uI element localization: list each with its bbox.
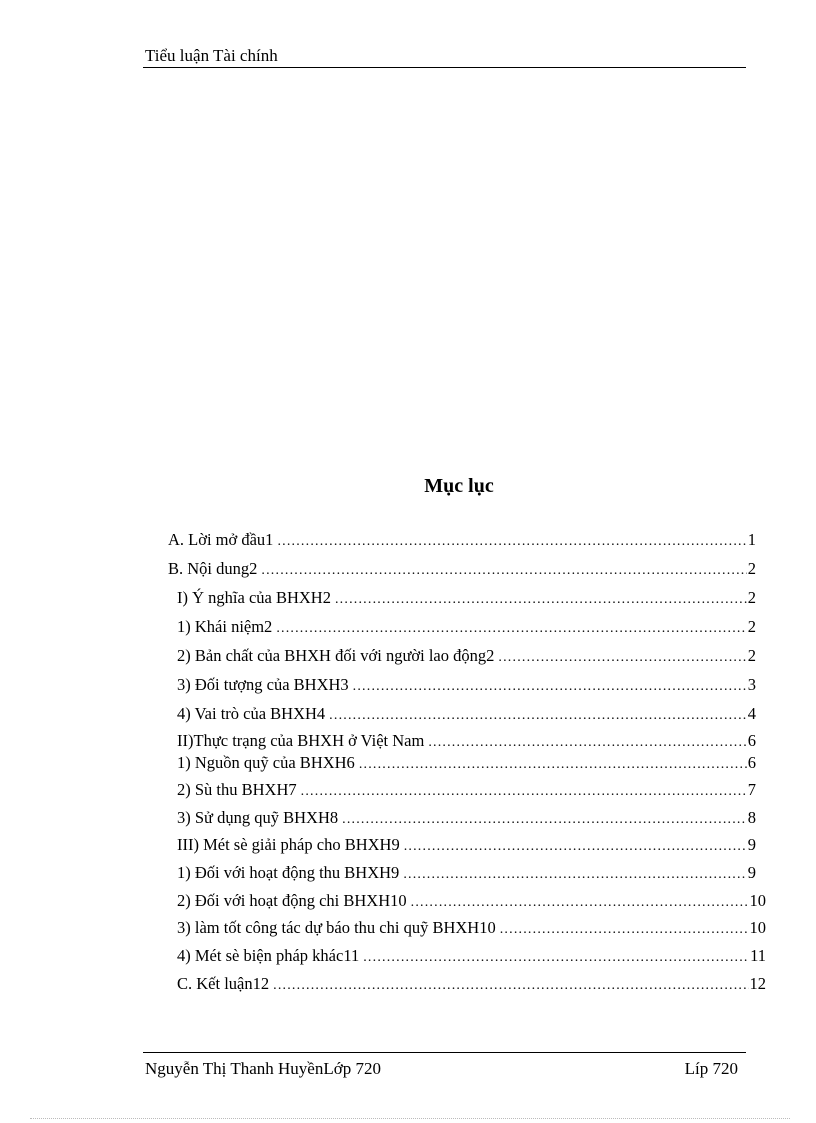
dot-leader	[342, 812, 747, 828]
toc-entry-label: 1) Nguồn quỹ của BHXH6	[177, 753, 355, 772]
toc-entry-1-2[interactable]	[177, 646, 756, 670]
toc-entry-label: III) Mét sè giải pháp cho BHXH9	[177, 835, 400, 854]
dot-leader	[363, 950, 749, 966]
toc-entry-page: 3	[747, 675, 756, 694]
toc-entry-section-1[interactable]	[177, 588, 756, 612]
toc-entry-page: 10	[749, 891, 766, 910]
dot-leader	[261, 563, 746, 579]
toc-entry-1-1[interactable]	[177, 617, 756, 641]
toc-entry-label: 3) Sử dụng quỹ BHXH8	[177, 808, 339, 827]
toc-entry-1-3[interactable]	[177, 675, 756, 699]
toc-entry-page: 10	[749, 918, 766, 937]
toc-entry-page: 2	[747, 588, 756, 607]
dot-leader	[335, 592, 747, 608]
toc-entry-2-3[interactable]	[177, 808, 756, 832]
toc-entry-label: 4) Vai trò của BHXH4	[177, 704, 326, 723]
toc-entry-page: 6	[747, 753, 756, 772]
toc-entry-label: C. Kết luận12	[177, 974, 270, 993]
toc-entry-page: 2	[747, 559, 756, 578]
toc-entry-label: 2) Sù thu BHXH7	[177, 780, 297, 799]
toc-entry-intro[interactable]	[168, 530, 756, 554]
toc-entry-page: 11	[750, 946, 766, 965]
toc-entry-label: I) Ý nghĩa của BHXH2	[177, 588, 331, 607]
toc-entry-page: 8	[747, 808, 756, 827]
footer-class: Líp 720	[684, 1059, 738, 1078]
dot-leader	[353, 679, 747, 695]
toc-entry-label: 4) Mét sè biện pháp khác11	[177, 946, 360, 965]
toc-entry-1-4[interactable]	[177, 704, 756, 728]
dot-leader	[498, 650, 746, 666]
dot-leader	[411, 895, 749, 911]
toc-entry-section-2[interactable]	[177, 731, 756, 755]
toc-entry-label: 3) làm tốt công tác dự báo thu chi quỹ BHXH10	[177, 918, 496, 937]
dot-leader	[276, 621, 746, 637]
header-title: Tiểu luận Tài chính	[145, 46, 278, 65]
page-edge-dots	[30, 1118, 790, 1119]
toc-entry-page: 2	[747, 646, 756, 665]
toc-entry-page: 9	[747, 863, 756, 882]
toc-entry-page: 12	[749, 974, 766, 993]
toc-entry-3-2[interactable]	[177, 891, 766, 915]
toc-title: Mục lục	[424, 475, 494, 497]
toc-entry-2-2[interactable]	[177, 780, 756, 804]
toc-entry-label: 2) Bản chất của BHXH đối với người lao động2	[177, 646, 495, 665]
toc-entry-label: B. Nội dung2	[168, 559, 258, 578]
toc-entry-3-1[interactable]	[177, 863, 756, 887]
dot-leader	[329, 708, 747, 724]
dot-leader	[359, 757, 747, 773]
toc-entry-page: 4	[747, 704, 756, 723]
dot-leader	[277, 534, 746, 550]
toc-entry-label: 1) Khái niệm2	[177, 617, 273, 636]
toc-entry-label: A. Lời mở đầu1	[168, 530, 274, 549]
dot-leader	[404, 839, 747, 855]
toc-entry-page: 9	[747, 835, 756, 854]
toc-entry-content[interactable]	[168, 559, 756, 583]
toc-entry-label: 1) Đối với hoạt động thu BHXH9	[177, 863, 400, 882]
toc-entry-page: 7	[747, 780, 756, 799]
header-divider	[143, 67, 746, 68]
toc-entry-label: 3) Đối tượng của BHXH3	[177, 675, 349, 694]
toc-entry-3-4[interactable]	[177, 946, 766, 970]
dot-leader	[428, 735, 746, 751]
toc-entry-label: II)Thực trạng của BHXH ở Việt Nam	[177, 731, 425, 750]
dot-leader	[273, 978, 748, 994]
dot-leader	[301, 784, 747, 800]
toc-entry-page: 1	[747, 530, 756, 549]
toc-entry-label: 2) Đối với hoạt động chi BHXH10	[177, 891, 407, 910]
toc-entry-page: 6	[747, 731, 756, 750]
toc-entry-page: 2	[747, 617, 756, 636]
toc-entry-section-3[interactable]	[177, 835, 756, 859]
footer-author: Nguyễn Thị Thanh HuyềnLớp 720	[145, 1059, 381, 1078]
toc-entry-2-1[interactable]	[177, 753, 756, 777]
toc-entry-conclusion[interactable]	[177, 974, 766, 998]
dot-leader	[403, 867, 746, 883]
dot-leader	[500, 922, 749, 938]
toc-entry-3-3[interactable]	[177, 918, 766, 942]
footer-divider	[143, 1052, 746, 1053]
